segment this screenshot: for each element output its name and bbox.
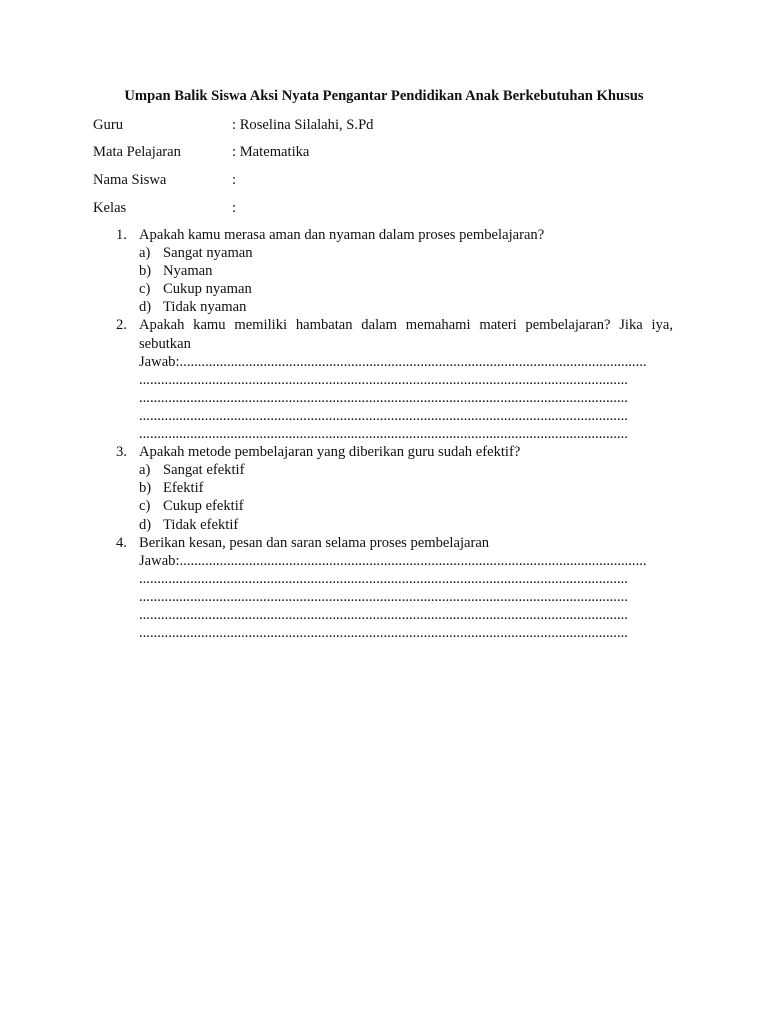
option-text: Nyaman bbox=[163, 263, 213, 280]
question-text: Apakah kamu memiliki hambatan dalam memahami materi pembelajaran? Jika iya, sebutkan bbox=[139, 317, 673, 352]
option-text: Cukup nyaman bbox=[163, 281, 252, 298]
answer-line[interactable]: ...................................................................................................................................... bbox=[139, 625, 628, 642]
option-c bbox=[139, 497, 673, 515]
meta-row-mata-pelajaran bbox=[93, 143, 673, 161]
meta-label: Nama Siswa bbox=[93, 172, 167, 188]
meta-label: Guru bbox=[93, 117, 123, 133]
meta-row-kelas bbox=[93, 199, 673, 217]
option-text: Tidak nyaman bbox=[163, 299, 247, 316]
answer-line[interactable]: ...................................................................................................................................... bbox=[139, 570, 628, 587]
option-letter: b) bbox=[139, 480, 152, 497]
question-1 bbox=[93, 226, 673, 316]
question-number: 2. bbox=[116, 317, 127, 334]
option-letter: c) bbox=[139, 281, 151, 298]
question-number: 4. bbox=[116, 534, 127, 551]
answer-line[interactable]: Jawab:................................................................................................................................ bbox=[139, 353, 647, 370]
answer-line[interactable]: ...................................................................................................................................... bbox=[139, 407, 628, 424]
question-number: 3. bbox=[116, 444, 127, 461]
answer-line[interactable]: ...................................................................................................................................... bbox=[139, 389, 628, 406]
option-b bbox=[139, 262, 673, 280]
answer-line[interactable]: ...................................................................................................................................... bbox=[139, 588, 628, 605]
option-letter: d) bbox=[139, 516, 152, 533]
option-text: Tidak efektif bbox=[163, 516, 239, 533]
option-a bbox=[139, 461, 673, 479]
option-d bbox=[139, 298, 673, 316]
answer-line[interactable]: ...................................................................................................................................... bbox=[139, 371, 628, 388]
question-2 bbox=[93, 316, 673, 443]
question-text: Apakah kamu merasa aman dan nyaman dalam proses pembelajaran? bbox=[139, 227, 545, 243]
option-b bbox=[139, 479, 673, 497]
question-text: Apakah metode pembelajaran yang diberikan guru sudah efektif? bbox=[139, 444, 521, 461]
option-letter: a) bbox=[139, 462, 151, 479]
meta-label: Kelas bbox=[93, 200, 127, 216]
question-4 bbox=[93, 534, 673, 643]
option-text: Efektif bbox=[163, 480, 204, 497]
question-list bbox=[93, 226, 673, 642]
meta-value: : bbox=[232, 172, 237, 188]
meta-row-nama-siswa bbox=[93, 171, 673, 189]
option-letter: a) bbox=[139, 245, 151, 262]
option-letter: b) bbox=[139, 263, 152, 280]
document-title: Umpan Balik Siswa Aksi Nyata Pengantar Pendidikan Anak Berkebutuhan Khusus bbox=[124, 88, 644, 104]
answer-line[interactable]: ...................................................................................................................................... bbox=[139, 426, 628, 443]
answer-line[interactable]: ...................................................................................................................................... bbox=[139, 606, 628, 623]
answer-line[interactable]: Jawab:................................................................................................................................ bbox=[139, 552, 647, 569]
option-a bbox=[139, 244, 673, 262]
meta-label: Mata Pelajaran bbox=[93, 144, 181, 160]
meta-value: : Matematika bbox=[232, 144, 310, 160]
option-letter: d) bbox=[139, 299, 152, 316]
question-3 bbox=[93, 443, 673, 533]
option-text: Cukup efektif bbox=[163, 498, 244, 515]
option-letter: c) bbox=[139, 498, 151, 515]
option-c bbox=[139, 280, 673, 298]
meta-value: : Roselina Silalahi, S.Pd bbox=[232, 117, 374, 133]
meta-row-guru bbox=[93, 116, 673, 134]
option-text: Sangat nyaman bbox=[163, 245, 253, 262]
question-text: Berikan kesan, pesan dan saran selama proses pembelajaran bbox=[139, 534, 490, 551]
question-number: 1. bbox=[116, 227, 127, 243]
meta-value: : bbox=[232, 200, 237, 216]
option-text: Sangat efektif bbox=[163, 462, 245, 479]
option-d bbox=[139, 516, 673, 534]
